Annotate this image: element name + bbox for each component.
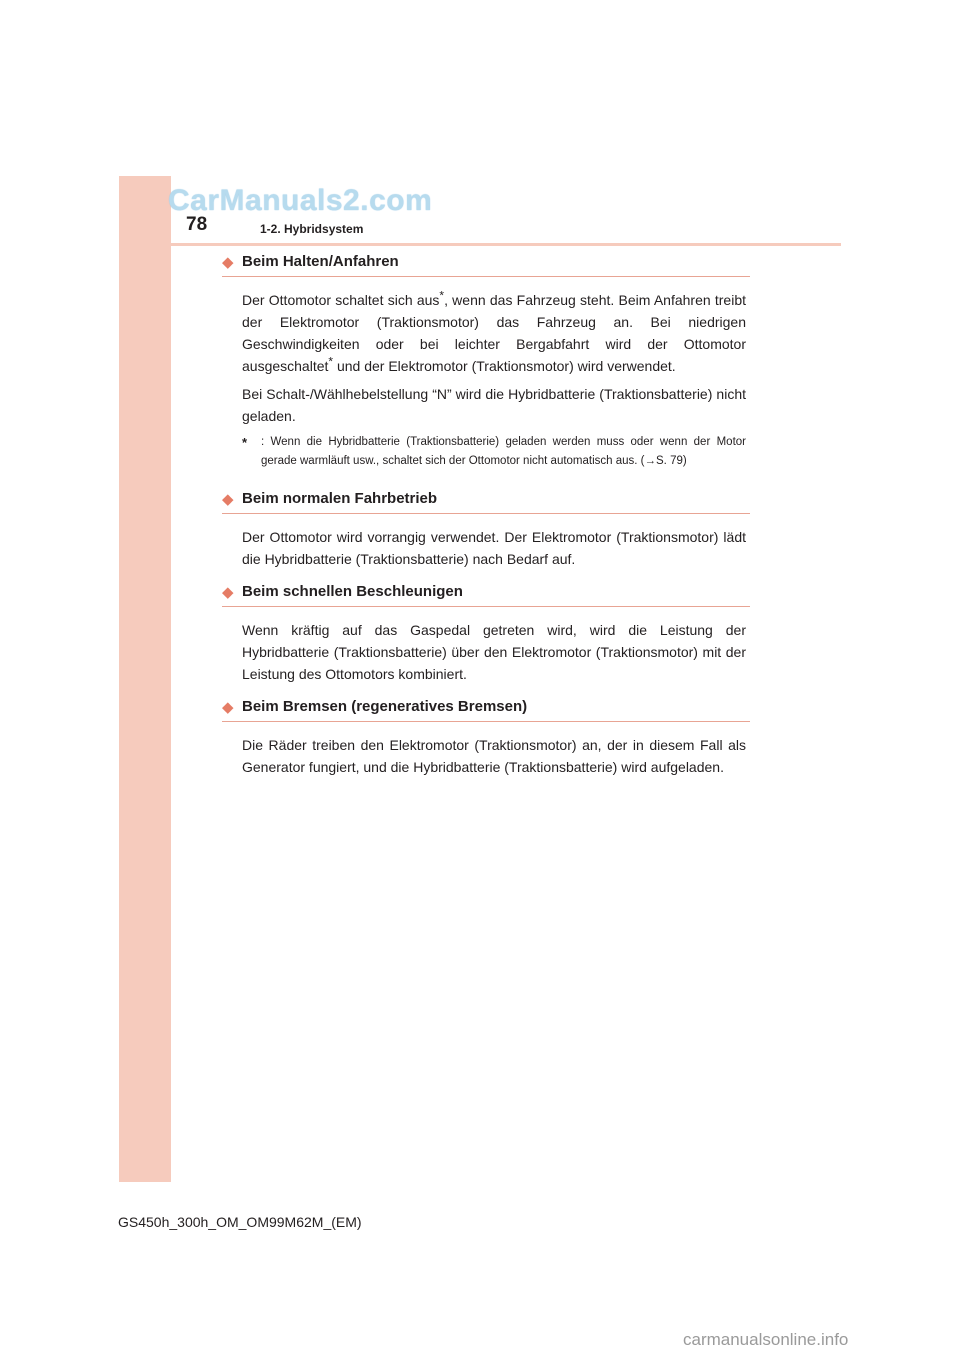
paragraph-text: Der Ottomotor schaltet sich aus (242, 292, 440, 308)
page-sidebar-tab (119, 176, 171, 1182)
asterisk-mark: * (439, 288, 445, 303)
paragraph-text: , wenn das Fahrzeug steht. Beim Anfahren treibt der Elektromotor (Traktionsmotor) das Fahrzeug an. Bei niedrigen Geschwindigkeiten oder bei leichter Bergabfahrt wird der Ottomotor ausgeschaltet (242, 292, 746, 374)
footnote-mark (242, 433, 247, 459)
paragraph-text: und der Elektromotor (Traktionsmotor) wird verwendet. (333, 358, 676, 374)
footnote (242, 433, 746, 471)
asterisk-mark: * (328, 354, 334, 369)
section-heading-halten-anfahren (222, 252, 750, 277)
footnote-text: : Wenn die Hybridbatterie (Traktionsbatterie) geladen werden muss oder wenn der Motor gerade warmläuft usw., schaltet sich der Ottomotor nicht automatisch aus. (→S. 79) (261, 436, 746, 467)
section-title: Beim Halten/Anfahren (242, 253, 399, 270)
section-heading-normalen-fahrbetrieb (222, 489, 750, 514)
page-number: 78 (186, 214, 208, 235)
header-rule (171, 243, 841, 246)
paragraph: Der Ottomotor wird vorrangig verwendet. Der Elektromotor (Traktionsmotor) lädt die Hybridbatterie (Traktionsbatterie) nach Bedarf auf. (242, 529, 746, 567)
asterisk-mark: * (242, 435, 248, 450)
section-title: Beim schnellen Beschleunigen (242, 583, 463, 600)
page-content (222, 252, 750, 784)
section-label: 1-2. Hybridsystem (260, 222, 364, 236)
diamond-icon: ◆ (222, 254, 234, 271)
paragraph (242, 289, 746, 377)
diamond-icon: ◆ (222, 491, 234, 508)
watermark-logo[interactable]: CarManuals2.com (168, 184, 433, 217)
paragraph: Wenn kräftig auf das Gaspedal getreten wird, wird die Leistung der Hybridbatterie (Traktionsbatterie) über den Elektromotor (Traktionsmotor) mit der Leistung des Ottomotors kombiniert. (242, 622, 746, 682)
paragraph: Die Räder treiben den Elektromotor (Traktionsmotor) an, der in diesem Fall als Generator fungiert, und die Hybridbatterie (Traktionsbatterie) wird aufgeladen. (242, 737, 746, 775)
diamond-icon: ◆ (222, 584, 234, 601)
footer-watermark-link[interactable]: carmanualsonline.info (683, 1330, 849, 1349)
paragraph: Bei Schalt-/Wählhebelstellung “N” wird die Hybridbatterie (Traktionsbatterie) nicht geladen. (242, 386, 746, 424)
section-heading-schnellen-beschleunigen (222, 582, 750, 607)
document-code: GS450h_300h_OM_OM99M62M_(EM) (118, 1214, 362, 1230)
section-title: Beim Bremsen (regeneratives Bremsen) (242, 698, 528, 715)
diamond-icon: ◆ (222, 699, 234, 716)
section-title: Beim normalen Fahrbetrieb (242, 490, 438, 507)
section-heading-bremsen (222, 697, 750, 722)
